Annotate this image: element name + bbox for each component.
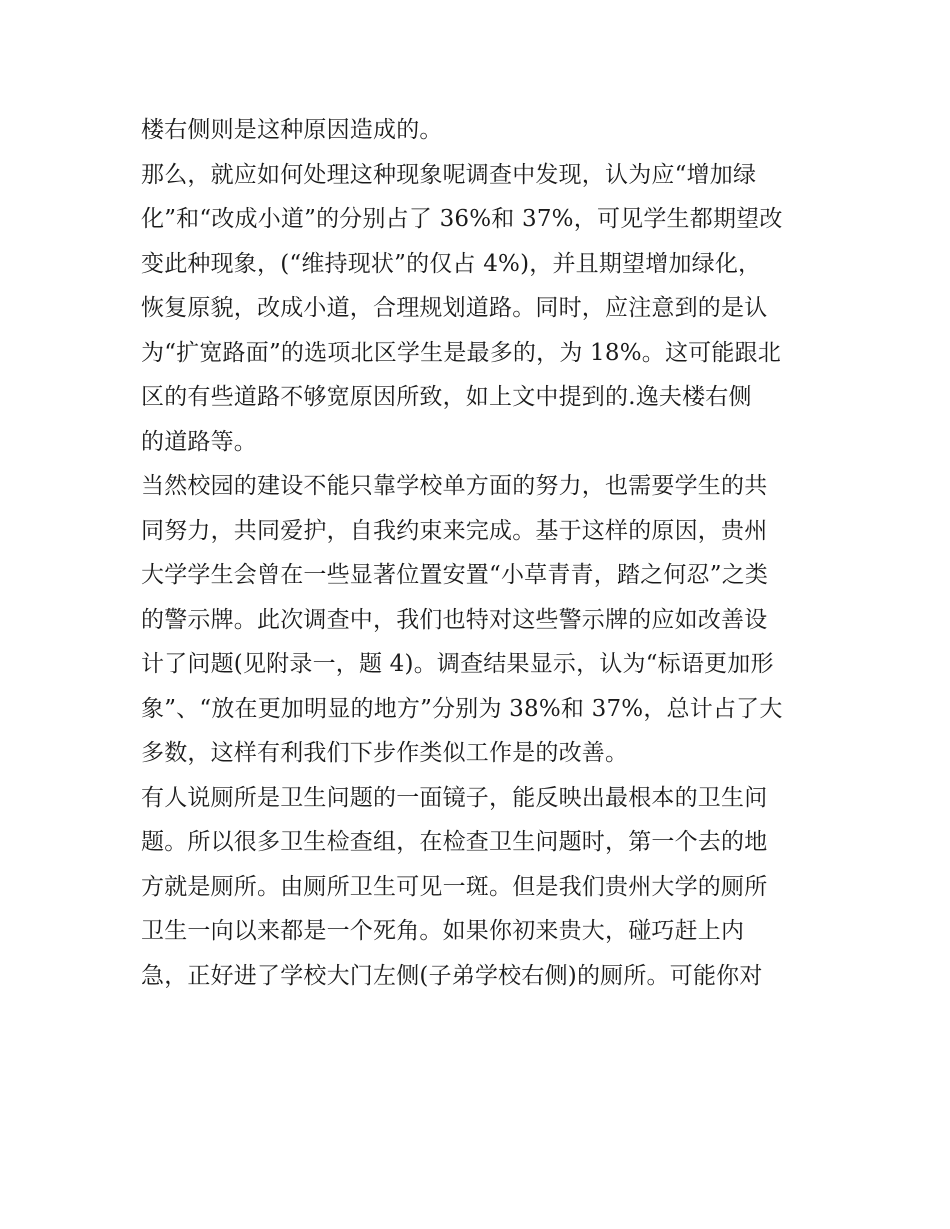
- text-line-11: 大学学生会曾在一些显著位置安置“小草青青，踏之何忍”之类: [141, 562, 769, 588]
- text-line-1: 楼右侧则是这种原因造成的。: [141, 117, 443, 143]
- text-line-16: 有人说厕所是卫生问题的一面镜子，能反映出最根本的卫生问: [141, 784, 768, 811]
- text-line-17: 题。所以很多卫生检查组，在检查卫生问题时，第一个去的地: [141, 829, 768, 855]
- text-line-12: 的警示牌。此次调查中，我们也特对这些警示牌的应如改善设: [141, 606, 768, 633]
- text-line-9: 当然校园的建设不能只靠学校单方面的努力，也需要学生的共: [141, 473, 768, 499]
- text-line-13: 计了问题(见附录一，题 4)。调查结果显示，认为“标语更加形: [141, 651, 774, 677]
- document-body: [141, 108, 813, 998]
- text-line-3: 化”和“改成小道”的分别占了 36%和 37%，可见学生都期望改: [141, 206, 783, 232]
- text-line-6: 为“扩宽路面”的选项北区学生是最多的，为 18%。这可能跟北: [141, 339, 781, 366]
- text-line-2: 那么，就应如何处理这种现象呢调查中发现，认为应“增加绿: [141, 161, 757, 188]
- text-line-10: 同努力，共同爱护，自我约束来完成。基于这样的原因，贵州: [141, 517, 768, 544]
- text-line-7: 区的有些道路不够宽原因所致，如上文中提到的.逸夫楼右侧: [141, 384, 752, 410]
- text-line-18: 方就是厕所。由厕所卫生可见一斑。但是我们贵州大学的厕所: [141, 873, 768, 900]
- text-line-20: 急，正好进了学校大门左侧(子弟学校右侧)的厕所。可能你对: [141, 962, 763, 989]
- text-line-4: 变此种现象，(“维持现状”的仅占 4%)，并且期望增加绿化，: [141, 250, 762, 277]
- text-line-14: 象”、“放在更加明显的地方”分别为 38%和 37%，总计占了大: [141, 695, 783, 722]
- text-line-5: 恢复原貌，改成小道，合理规划道路。同时，应注意到的是认: [141, 295, 768, 321]
- text-line-15: 多数，这样有利我们下步作类似工作是的改善。: [141, 740, 629, 766]
- text-line-19: 卫生一向以来都是一个死角。如果你初来贵大，碰巧赶上内: [141, 918, 745, 944]
- text-line-8: 的道路等。: [141, 428, 257, 455]
